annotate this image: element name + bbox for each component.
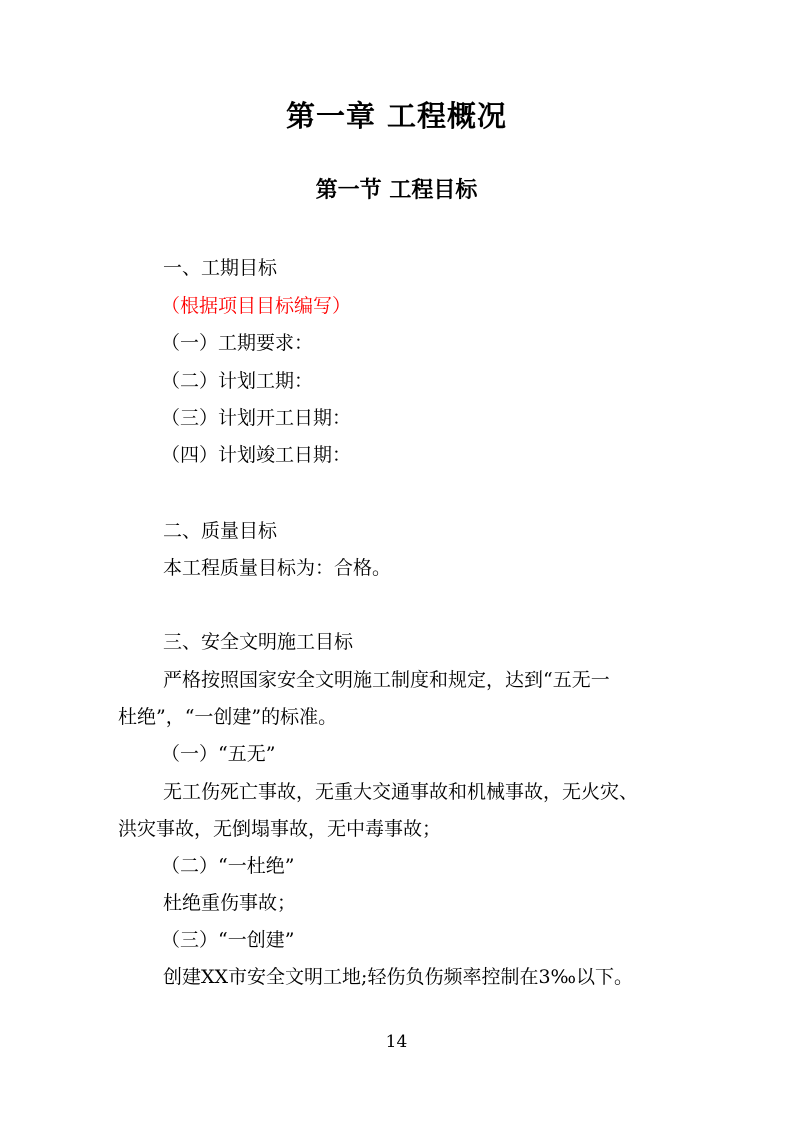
schedule-item: （四）计划竣工日期： (161, 444, 352, 466)
safety-sub-heading: （三）“一创建” (161, 929, 295, 951)
safety-sub-text: 无工伤死亡事故，无重大交通事故和机械事故，无火灾、 (163, 781, 639, 803)
quality-text: 本工程质量目标为：合格。 (163, 557, 392, 579)
schedule-note: （根据项目目标编写） (161, 295, 352, 317)
quality-heading: 二、质量目标 (163, 520, 278, 542)
section-title: 第一节 工程目标 (315, 178, 478, 203)
schedule-heading: 一、工期目标 (163, 257, 278, 279)
safety-sub-heading: （一）“五无” (161, 743, 276, 765)
page-number: 14 (385, 1032, 408, 1052)
safety-sub-text: 洪灾事故，无倒塌事故，无中毒事故； (118, 818, 442, 840)
safety-intro-line: 杜绝”，“一创建”的标准。 (118, 706, 338, 728)
safety-sub-heading: （二）“一杜绝” (161, 855, 295, 877)
schedule-item: （二）计划工期： (161, 370, 314, 392)
schedule-item: （一）工期要求： (161, 332, 314, 354)
schedule-item: （三）计划开工日期： (161, 407, 352, 429)
safety-sub-text: 杜绝重伤事故； (163, 892, 297, 914)
safety-sub-text: 创建XX市安全文明工地;轻伤负伤频率控制在3‰以下。 (163, 966, 634, 988)
safety-heading: 三、安全文明施工目标 (163, 631, 354, 653)
safety-intro-line: 严格按照国家安全文明施工制度和规定，达到“五无一 (163, 669, 610, 691)
chapter-title: 第一章 工程概况 (285, 99, 508, 133)
